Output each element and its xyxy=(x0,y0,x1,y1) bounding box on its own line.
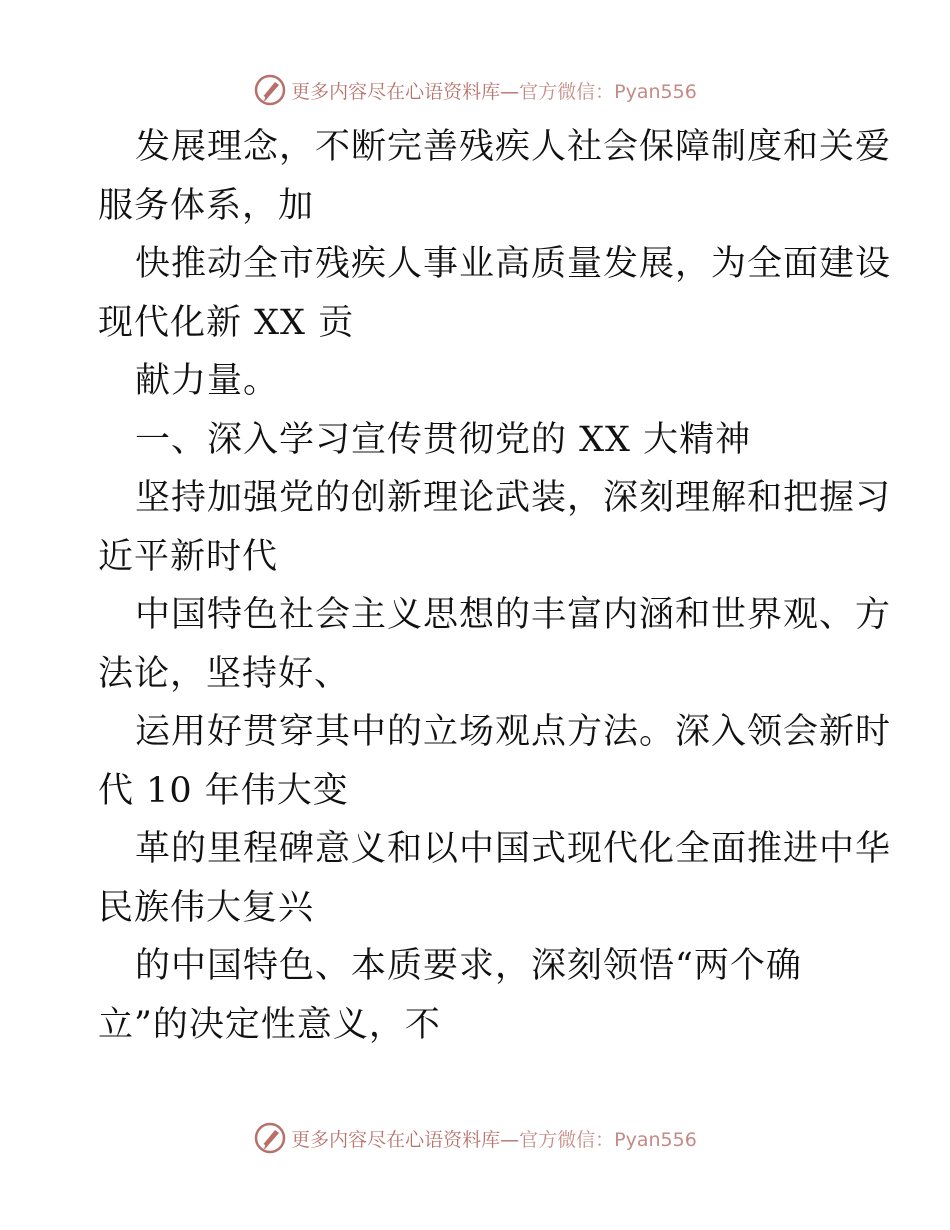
watermark-text: 更多内容尽在心语资料库— xyxy=(291,1128,520,1151)
text-line: 近平新时代 xyxy=(98,536,279,577)
text-line: 立”的决定性意义，不 xyxy=(98,1004,441,1045)
text-line: 快推动全市残疾人事业高质量发展，为全面建设 xyxy=(135,244,892,284)
text-line: 法论，坚持好、 xyxy=(98,653,351,694)
text-line: 坚持加强党的创新理论武装，深刻理解和把握习 xyxy=(135,478,892,518)
text-line: 中国特色社会主义思想的丰富内涵和世界观、方 xyxy=(135,595,892,635)
text-line: 代 10 年伟大变 xyxy=(98,770,349,811)
pen-logo-icon xyxy=(253,1121,287,1155)
footer-watermark xyxy=(0,1118,950,1158)
pen-logo-icon xyxy=(253,73,287,107)
text-line: 运用好贯穿其中的立场观点方法。深入领会新时 xyxy=(135,712,892,752)
text-line: 服务体系，加 xyxy=(98,185,315,226)
watermark-text: 更多内容尽在心语资料库— xyxy=(291,80,520,103)
text-line: 发展理念，不断完善残疾人社会保障制度和关爱 xyxy=(135,127,892,167)
watermark-wechat: 官方微信：Pyan556 xyxy=(519,1128,697,1151)
section-heading: 一、深入学习宣传贯彻党的 XX 大精神 xyxy=(135,419,752,460)
text-line: 民族伟大复兴 xyxy=(98,887,315,928)
header-watermark xyxy=(0,70,950,110)
document-body xyxy=(98,118,892,1054)
text-line: 革的里程碑意义和以中国式现代化全面推进中华 xyxy=(135,829,892,869)
text-line: 现代化新 XX 贡 xyxy=(98,302,355,343)
text-line: 献力量。 xyxy=(135,361,280,401)
watermark-wechat: 官方微信：Pyan556 xyxy=(519,80,697,103)
text-line: 的中国特色、本质要求，深刻领悟“两个确 xyxy=(135,946,802,986)
